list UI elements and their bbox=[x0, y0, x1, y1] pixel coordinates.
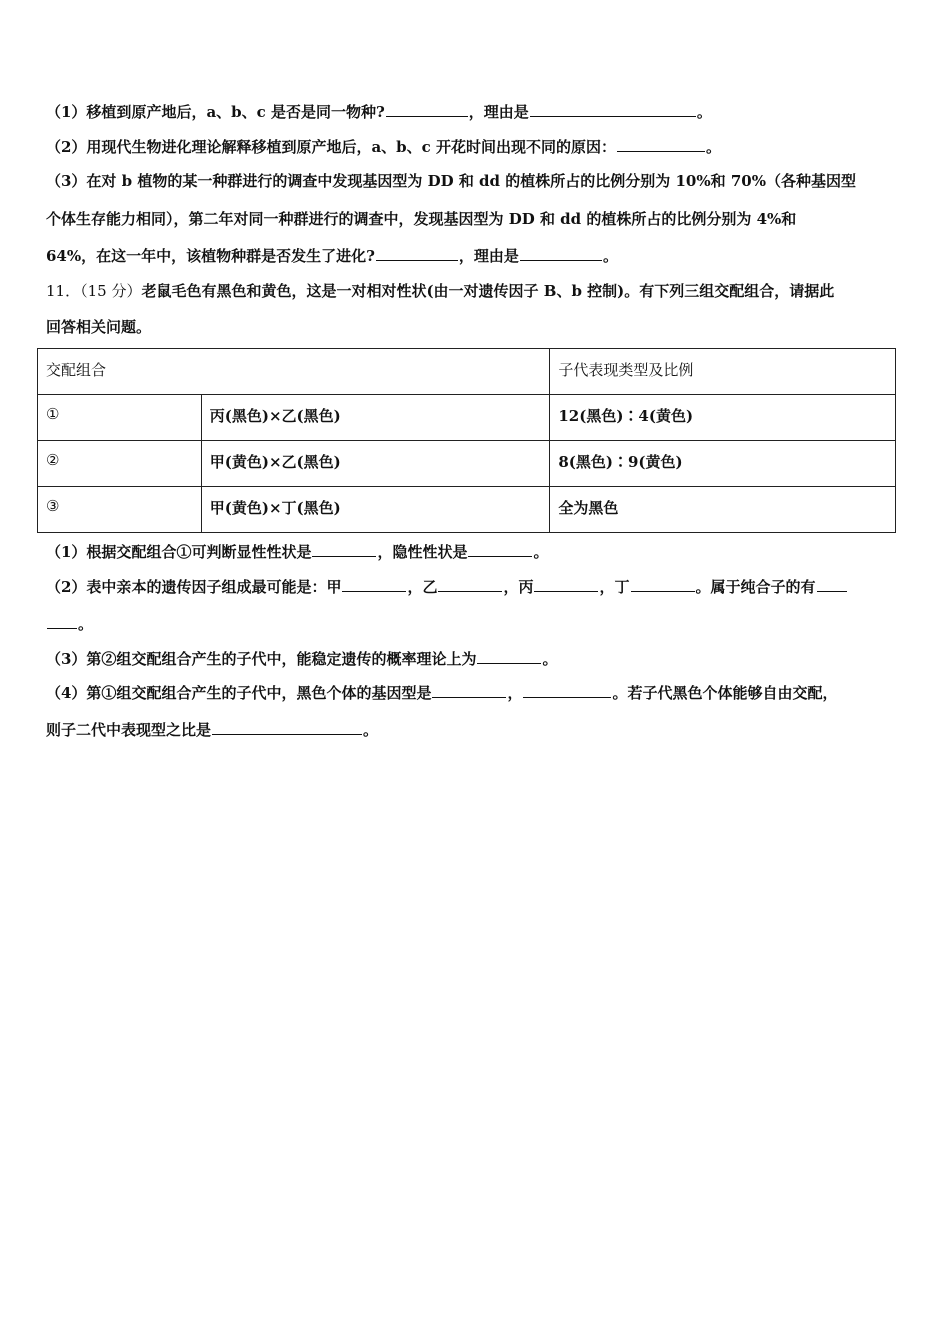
q11-part1-mid: ，隐性性状是 bbox=[377, 543, 468, 561]
header-result: 子代表现类型及比例 bbox=[550, 349, 896, 395]
q11-part1-end: 。 bbox=[533, 543, 549, 561]
q10-part3-end: 。 bbox=[602, 247, 618, 265]
answer-blank[interactable] bbox=[342, 577, 406, 592]
q10-part3-text1: （3）在对 b 植物的某一种群进行的调查中发现基因型为 DD 和 dd 的植株所占的比例分别为 10%和 70%（各种基因型 bbox=[46, 172, 856, 190]
q11-part2-end: 。 bbox=[78, 615, 94, 633]
answer-blank[interactable] bbox=[212, 720, 362, 735]
q11-part2-d: ，丁 bbox=[599, 578, 630, 596]
answer-blank[interactable] bbox=[617, 137, 705, 152]
q11-part2-c: ，丙 bbox=[503, 578, 534, 596]
q11-part4-mid: 。若子代黑色个体能够自由交配， bbox=[612, 684, 838, 702]
q11-part3-text: （3）第②组交配组合产生的子代中，能稳定遗传的概率理论上为 bbox=[46, 650, 477, 668]
table-header-row bbox=[38, 349, 896, 395]
answer-blank[interactable] bbox=[520, 246, 602, 261]
answer-blank[interactable] bbox=[631, 577, 695, 592]
q10-part1-end: 。 bbox=[696, 103, 712, 121]
q11-stem-text1: 老鼠毛色有黑色和黄色，这是一对相对性状(由一对遗传因子 B、b 控制)。有下列三组交配组合，请据此 bbox=[141, 282, 835, 300]
question-number: 11．（15 分） bbox=[46, 282, 142, 300]
q10-part2-text: （2）用现代生物进化理论解释移植到原产地后，a、b、c 开花时间出现不同的原因： bbox=[46, 138, 617, 156]
table-row bbox=[38, 487, 896, 533]
answer-blank[interactable] bbox=[477, 649, 541, 664]
answer-blank[interactable] bbox=[468, 542, 532, 557]
q10-part1 bbox=[46, 102, 712, 122]
q11-part2-text: （2）表中亲本的遗传因子组成最可能是：甲 bbox=[46, 578, 342, 596]
q11-part1 bbox=[46, 542, 548, 562]
answer-blank[interactable] bbox=[534, 577, 598, 592]
q11-part3 bbox=[46, 649, 557, 669]
q10-part1-mid: ，理由是 bbox=[468, 103, 529, 121]
q10-part3-mid: ，理由是 bbox=[458, 247, 519, 265]
q10-part3-line1 bbox=[46, 171, 856, 191]
q11-stem-line1 bbox=[46, 281, 834, 301]
q11-part4-comma: ， bbox=[507, 684, 523, 702]
q10-part3-text2: 个体生存能力相同），第二年对同一种群进行的调查中，发现基因型为 DD 和 dd 的植株所占的比例分别为 4%和 bbox=[46, 210, 797, 228]
q10-part3-line3 bbox=[46, 246, 618, 266]
q11-part4-text2: 则子二代中表现型之比是 bbox=[46, 721, 212, 739]
q10-part2-end: 。 bbox=[706, 138, 722, 156]
answer-blank[interactable] bbox=[523, 683, 611, 698]
answer-blank[interactable] bbox=[47, 614, 77, 629]
row-cross: 丙(黑色)×乙(黑色) bbox=[201, 395, 550, 441]
row-result: 8(黑色)∶9(黄色) bbox=[550, 441, 896, 487]
q11-part2 bbox=[46, 577, 848, 597]
table-row bbox=[38, 441, 896, 487]
answer-blank[interactable] bbox=[438, 577, 502, 592]
q11-part2-b: ，乙 bbox=[407, 578, 438, 596]
row-id: ① bbox=[38, 395, 202, 441]
q11-part2-cont bbox=[46, 614, 93, 634]
cross-table bbox=[37, 348, 896, 533]
q11-part4-cont bbox=[46, 720, 378, 740]
answer-blank[interactable] bbox=[312, 542, 376, 557]
q10-part1-text: （1）移植到原产地后，a、b、c 是否是同一物种? bbox=[46, 103, 385, 121]
answer-blank[interactable] bbox=[817, 577, 847, 592]
row-result: 全为黑色 bbox=[550, 487, 896, 533]
row-id: ③ bbox=[38, 487, 202, 533]
row-cross: 甲(黄色)×乙(黑色) bbox=[201, 441, 550, 487]
q11-stem-text2: 回答相关问题。 bbox=[46, 318, 152, 336]
table-row bbox=[38, 395, 896, 441]
q10-part3-line2 bbox=[46, 209, 796, 229]
answer-blank[interactable] bbox=[386, 102, 468, 117]
q11-part1-text: （1）根据交配组合①可判断显性性状是 bbox=[46, 543, 312, 561]
q11-part4 bbox=[46, 683, 837, 703]
row-cross: 甲(黄色)×丁(黑色) bbox=[201, 487, 550, 533]
row-id: ② bbox=[38, 441, 202, 487]
q11-stem-line2 bbox=[46, 317, 151, 337]
answer-blank[interactable] bbox=[432, 683, 506, 698]
answer-blank[interactable] bbox=[376, 246, 458, 261]
row-result: 12(黑色)∶4(黄色) bbox=[550, 395, 896, 441]
header-cross: 交配组合 bbox=[38, 349, 550, 395]
answer-blank[interactable] bbox=[530, 102, 696, 117]
q10-part3-text3: 64%，在这一年中，该植物种群是否发生了进化? bbox=[46, 247, 375, 265]
q11-part2-e: 。属于纯合子的有 bbox=[695, 578, 816, 596]
q11-part3-end: 。 bbox=[542, 650, 558, 668]
q11-part4-end: 。 bbox=[363, 721, 379, 739]
q10-part2 bbox=[46, 137, 721, 157]
q11-part4-text: （4）第①组交配组合产生的子代中，黑色个体的基因型是 bbox=[46, 684, 432, 702]
